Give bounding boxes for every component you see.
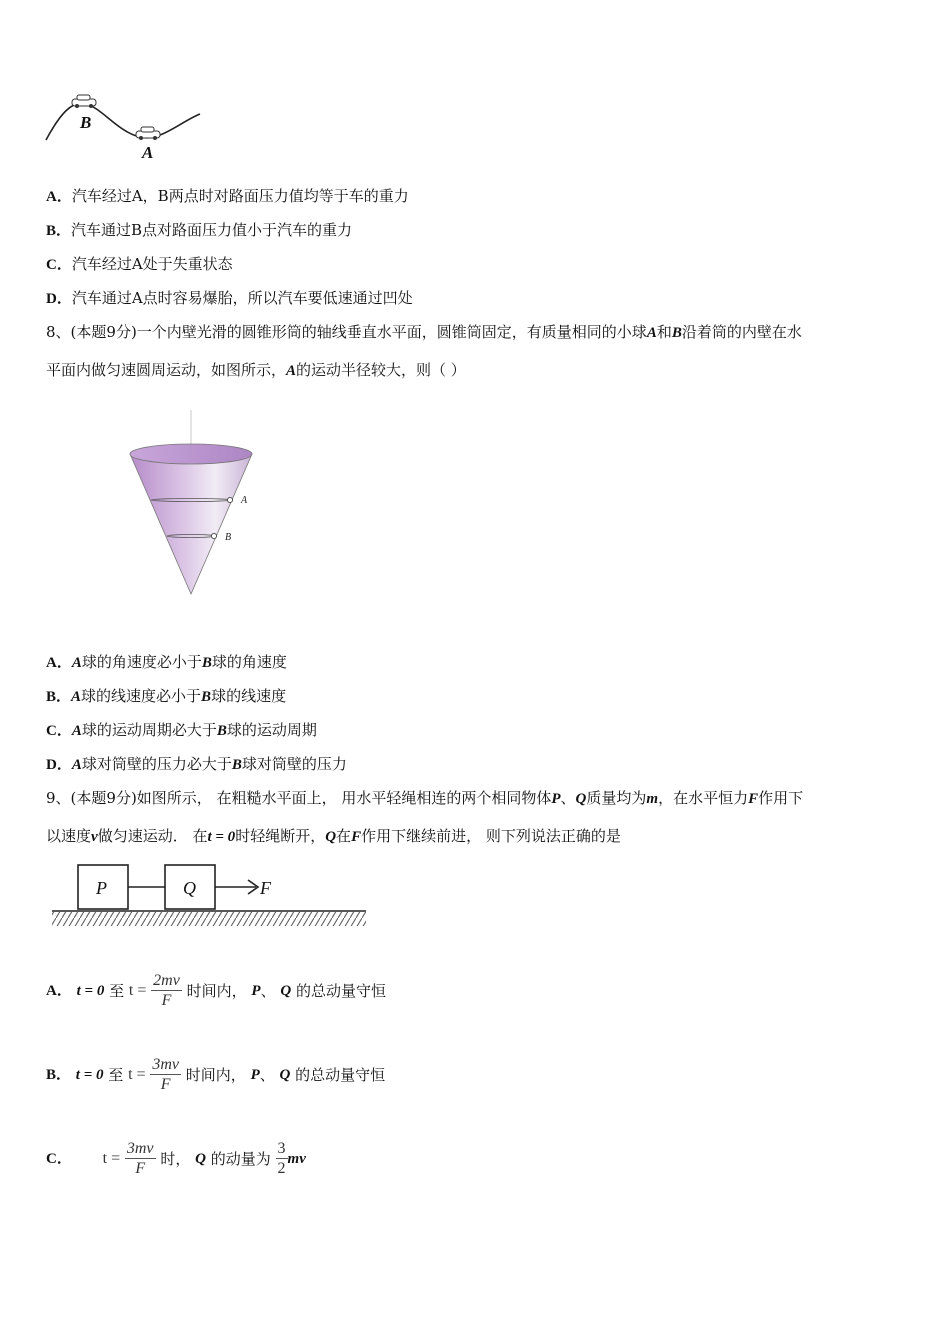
q8-option-text: 球的运动周期 xyxy=(226,721,317,739)
cone-label-b: B xyxy=(225,532,232,543)
q9-option-letter: C． xyxy=(46,1151,72,1167)
q8-stem-line2 xyxy=(46,360,466,381)
q7-option-text: 汽车通过A点时容易爆胎，所以汽车要低速通过凹处 xyxy=(71,289,413,307)
q9-text: 时轻绳断开， xyxy=(235,827,326,845)
q8-ball-a: A xyxy=(286,363,297,379)
q9-option-text: 、 xyxy=(260,982,276,1000)
q8-option-text: 球的角速度必小于 xyxy=(81,653,202,671)
q8-option-ball: B xyxy=(231,757,242,773)
q9-var-q: Q xyxy=(325,829,337,845)
fraction-numerator: 3mv xyxy=(152,1055,179,1073)
q8-text: 沿着筒的内壁在水 xyxy=(681,323,802,341)
q8-option-ball: B xyxy=(201,655,212,671)
q9-var-p: P xyxy=(551,791,561,807)
fraction-denominator: F xyxy=(161,991,172,1009)
q9-option-t-eq: t = xyxy=(102,1150,121,1167)
q9-var-f: F xyxy=(748,791,759,807)
q9-option-a xyxy=(46,968,386,1013)
road-figure xyxy=(40,92,210,164)
q7-option-c xyxy=(46,254,233,275)
q8-text: 和 xyxy=(656,323,672,341)
q9-stem-line1 xyxy=(46,788,803,809)
q8-option-letter: D． xyxy=(46,757,72,773)
q7-option-letter: D． xyxy=(46,291,72,307)
q9-text: 质量均为 xyxy=(586,789,647,807)
q8-option-text: 球的线速度 xyxy=(211,687,287,705)
q8-option-text: 球的运动周期必大于 xyxy=(81,721,217,739)
q9-option-text: 时间内， xyxy=(185,1066,246,1084)
fraction xyxy=(150,1056,181,1095)
fraction xyxy=(125,1140,156,1179)
q8-option-ball: A xyxy=(71,689,82,705)
road-label-b: B xyxy=(80,113,92,132)
q9-option-var-p: P xyxy=(250,1067,260,1083)
q8-score: (本题9分) xyxy=(70,323,137,341)
q9-option-text: 时， xyxy=(160,1150,191,1168)
q7-option-letter: C． xyxy=(46,257,72,273)
q8-option-text: 球的线速度必小于 xyxy=(81,687,202,705)
block-label-p: P xyxy=(96,878,107,898)
fraction-numerator: 3mv xyxy=(126,1139,154,1157)
q8-text: 的运动半径较大，则（ ） xyxy=(296,361,466,379)
q9-option-letter: A． xyxy=(46,983,72,999)
car-b-icon xyxy=(72,95,96,108)
q8-option-d xyxy=(46,754,347,775)
q7-option-text: 汽车经过A，B两点时对路面压力值均等于车的重力 xyxy=(71,187,409,205)
q9-text: 做匀速运动． 在 xyxy=(97,827,208,845)
ball-b-icon xyxy=(211,533,216,538)
block-label-q: Q xyxy=(183,878,196,898)
ball-a-icon xyxy=(227,497,232,502)
fraction xyxy=(151,972,182,1011)
q9-option-t0: t = 0 xyxy=(75,1067,104,1083)
q9-option-var-q: Q xyxy=(279,1067,291,1083)
q9-option-text: 至 xyxy=(109,982,125,1000)
q9-option-t0: t = 0 xyxy=(76,983,105,999)
q9-option-var-p: P xyxy=(251,983,261,999)
car-a-icon xyxy=(136,127,160,140)
fraction-denominator: F xyxy=(135,1159,146,1177)
q9-var-t0: t = 0 xyxy=(207,829,236,845)
q9-text: ，在水平恒力 xyxy=(658,789,749,807)
ground-hatch xyxy=(52,912,366,926)
q7-option-d xyxy=(46,288,413,309)
cone-top-rim xyxy=(130,444,252,464)
q8-number: 8、 xyxy=(46,323,71,341)
q9-option-c xyxy=(46,1136,306,1181)
q9-option-var-q: Q xyxy=(195,1151,206,1167)
q8-option-letter: B． xyxy=(46,689,72,705)
q9-text: 如图所示， 在粗糙水平面上， 用水平轻绳相连的两个相同物体 xyxy=(136,789,552,807)
q8-option-ball: A xyxy=(71,723,82,739)
fraction-numerator: 3 xyxy=(277,1139,286,1157)
q7-option-text: 汽车通过B点对路面压力值小于汽车的重力 xyxy=(71,221,353,239)
q7-option-b xyxy=(46,220,352,241)
q8-option-c xyxy=(46,720,317,741)
q9-option-mv: mv xyxy=(287,1151,306,1167)
q8-stem-line1 xyxy=(46,322,802,343)
q9-option-t-eq: t = xyxy=(128,982,147,999)
cone-body xyxy=(130,454,252,594)
q8-option-text: 球的角速度 xyxy=(211,653,287,671)
q9-score: (本题9分) xyxy=(70,789,137,807)
road-label-a: A xyxy=(142,143,154,162)
fraction-denominator: 2 xyxy=(277,1159,286,1177)
q9-var-m: m xyxy=(646,791,659,807)
q9-text: 、 xyxy=(560,789,576,807)
road-curve xyxy=(46,103,200,140)
q7-option-text: 汽车经过A处于失重状态 xyxy=(71,255,233,273)
q9-option-var-q: Q xyxy=(280,983,292,999)
q9-option-text: 至 xyxy=(108,1066,124,1084)
q9-stem-line2 xyxy=(46,826,621,847)
q9-text: 作用下继续前进， 则下列说法正确的是 xyxy=(361,827,621,845)
q9-option-text: 的总动量守恒 xyxy=(296,982,387,1000)
q8-option-ball: B xyxy=(201,689,212,705)
cone-label-a: A xyxy=(241,495,248,506)
q8-ball-b: B xyxy=(671,325,682,341)
force-label-f: F xyxy=(260,878,271,898)
q8-option-a xyxy=(46,652,287,673)
q8-option-b xyxy=(46,686,286,707)
q9-text: 作用下 xyxy=(758,789,804,807)
q8-option-ball: A xyxy=(71,757,82,773)
q8-option-letter: C． xyxy=(46,723,72,739)
q8-ball-a: A xyxy=(646,325,657,341)
q9-var-f: F xyxy=(351,829,362,845)
q9-option-text: 的总动量守恒 xyxy=(295,1066,386,1084)
q9-option-text: 时间内， xyxy=(186,982,247,1000)
fraction-denominator: F xyxy=(160,1075,171,1093)
fraction-three-halves xyxy=(276,1140,288,1179)
q7-option-letter: B． xyxy=(46,223,72,239)
q8-option-letter: A． xyxy=(46,655,72,671)
q8-option-ball: A xyxy=(71,655,82,671)
q9-option-text: 的动量为 xyxy=(210,1150,271,1168)
q8-option-ball: B xyxy=(216,723,227,739)
q9-var-q: Q xyxy=(575,791,587,807)
q7-option-a xyxy=(46,186,409,207)
q9-option-b xyxy=(46,1052,385,1097)
q7-option-letter: A． xyxy=(46,189,72,205)
q9-text: 在 xyxy=(336,827,352,845)
q9-number: 9、 xyxy=(46,789,71,807)
q9-var-v: v xyxy=(91,829,98,845)
q9-option-text: 、 xyxy=(259,1066,275,1084)
blocks-figure xyxy=(50,858,370,934)
q8-text: 一个内壁光滑的圆锥形筒的轴线垂直水平面，圆锥筒固定，有质量相同的小球 xyxy=(136,323,647,341)
q9-option-letter: B． xyxy=(46,1067,72,1083)
q8-option-text: 球对筒壁的压力 xyxy=(241,755,347,773)
cone-figure xyxy=(120,408,270,600)
q9-text: 以速度 xyxy=(46,827,92,845)
fraction-numerator: 2mv xyxy=(153,971,180,989)
q9-option-t-eq: t = xyxy=(128,1066,146,1083)
q8-text: 平面内做匀速圆周运动，如图所示， xyxy=(46,361,287,379)
q8-option-text: 球对筒壁的压力必大于 xyxy=(81,755,232,773)
